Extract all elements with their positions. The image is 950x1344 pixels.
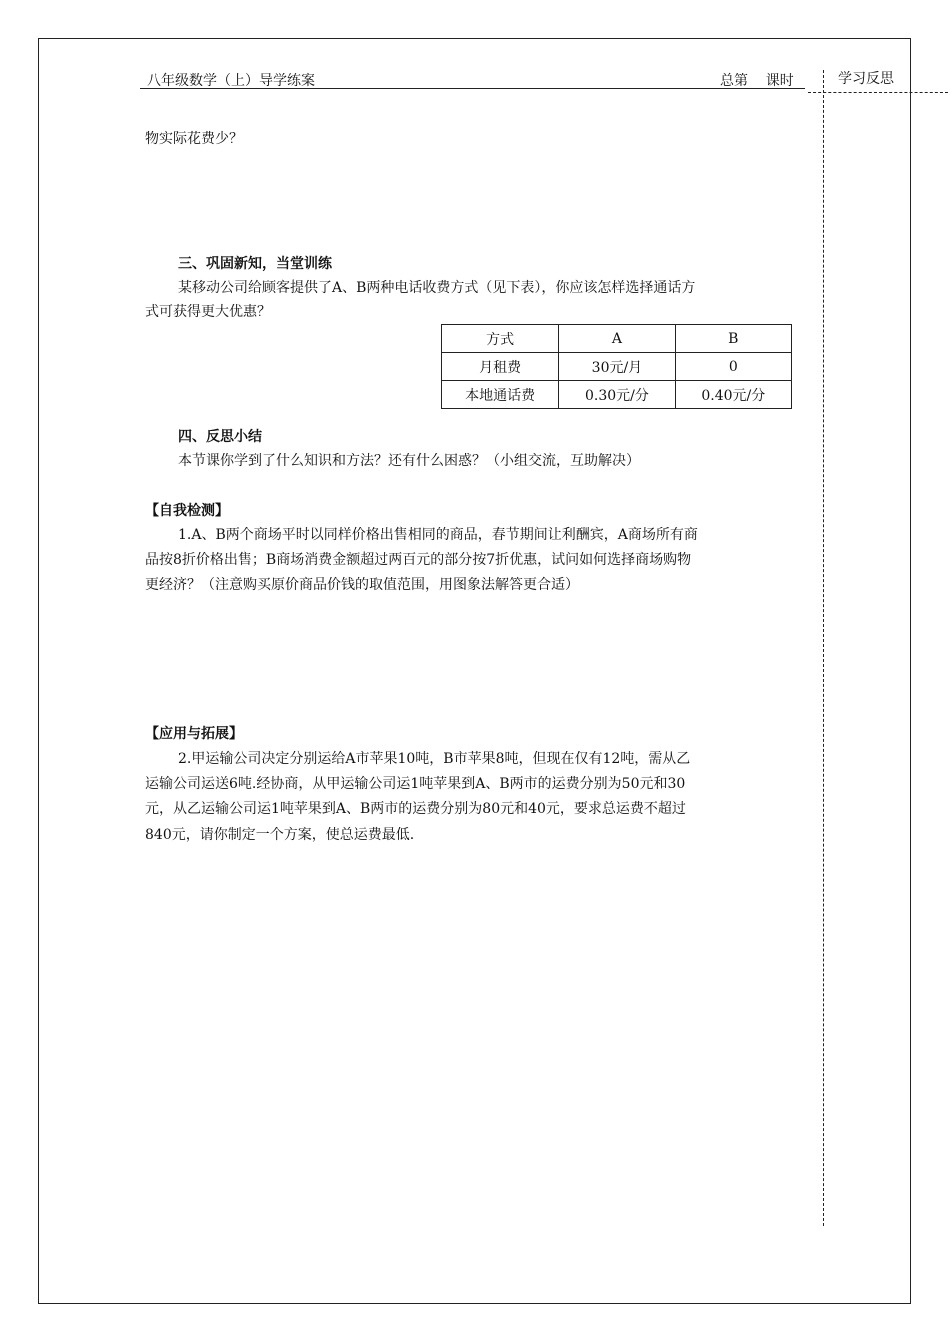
extension-line3: 元，从乙运输公司运1吨苹果到A、B两市的运费分别为80元和40元，要求总运费不超过 xyxy=(145,801,686,817)
page-header-title: 八年级数学（上）导学练案 xyxy=(147,73,315,89)
table-header-cell: 方式 xyxy=(442,325,559,353)
table-cell: 本地通话费 xyxy=(442,381,559,409)
section3-text-line2: 式可获得更大优惠？ xyxy=(145,304,271,320)
section4-heading: 四、反思小结 xyxy=(178,429,262,445)
fee-table xyxy=(441,324,792,409)
page-frame xyxy=(38,38,911,1304)
table-header-cell: B xyxy=(675,325,791,353)
self-check-heading: 【自我检测】 xyxy=(145,503,229,519)
table-cell: 30元/月 xyxy=(559,353,675,381)
table-cell: 月租费 xyxy=(442,353,559,381)
table-cell: 0.30元/分 xyxy=(559,381,675,409)
extension-line2: 运输公司运送6吨.经协商，从甲运输公司运1吨苹果到A、B两市的运费分别为50元和30 xyxy=(145,776,686,792)
table-cell: 0 xyxy=(675,353,791,381)
section3-heading: 三、巩固新知，当堂训练 xyxy=(178,256,332,272)
table-row xyxy=(442,381,792,409)
extension-line1: 2.甲运输公司决定分别运给A市苹果10吨，B市苹果8吨，但现在仅有12吨，需从乙 xyxy=(178,751,691,767)
extension-heading: 【应用与拓展】 xyxy=(145,726,243,742)
section4-text-line1: 本节课你学到了什么知识和方法？还有什么困惑？（小组交流，互助解决） xyxy=(178,453,640,469)
table-row xyxy=(442,353,792,381)
reflection-column-label: 学习反思 xyxy=(838,71,894,87)
header-underline xyxy=(140,88,805,89)
lesson-counter: 总第 课时 xyxy=(720,73,794,89)
reflection-divider xyxy=(823,70,824,1226)
self-check-line2: 品按8折价格出售；B商场消费金额超过两百元的部分按7折优惠，试问如何选择商场购物 xyxy=(145,552,692,568)
continuation-text: 物实际花费少？ xyxy=(145,131,243,147)
reflection-header-divider xyxy=(808,92,948,93)
extension-line4: 840元，请你制定一个方案，使总运费最低. xyxy=(145,827,415,843)
table-row xyxy=(442,325,792,353)
table-cell: 0.40元/分 xyxy=(675,381,791,409)
self-check-line3: 更经济？（注意购买原价商品价钱的取值范围，用图象法解答更合适） xyxy=(145,577,579,593)
self-check-line1: 1.A、B两个商场平时以同样价格出售相同的商品，春节期间让利酬宾，A商场所有商 xyxy=(178,527,698,543)
section3-text-line1: 某移动公司给顾客提供了A、B两种电话收费方式（见下表），你应该怎样选择通话方 xyxy=(178,280,696,296)
table-header-cell: A xyxy=(559,325,675,353)
